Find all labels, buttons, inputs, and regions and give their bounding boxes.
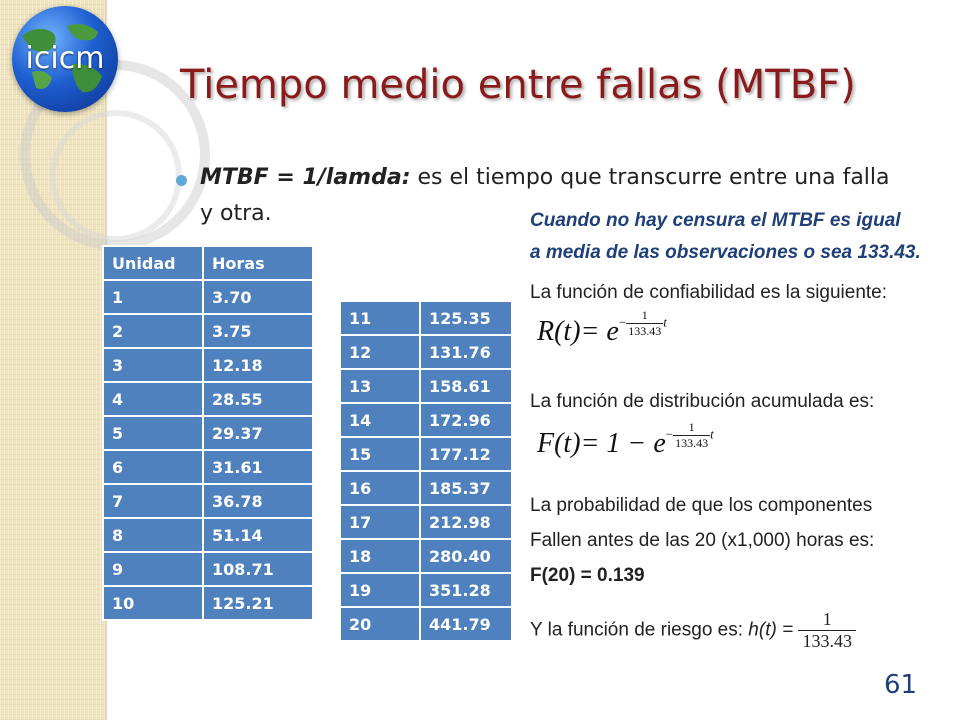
panel-line-4: La función de distribución acumulada es: — [530, 391, 875, 412]
unit-cell: 20 — [340, 607, 420, 641]
table-row — [340, 335, 512, 369]
unit-cell: 9 — [103, 552, 203, 586]
unit-cell: 7 — [103, 484, 203, 518]
panel-line-5: La probabilidad de que los componentes — [530, 495, 873, 516]
formula-exponent: − $\frac{1}{133.43}$ t — [665, 420, 714, 450]
formula-exponent: − $\frac{1}{133.43}$ t — [618, 308, 667, 338]
hazard-fraction — [798, 609, 856, 652]
table-body — [340, 301, 512, 641]
unit-cell: 8 — [103, 518, 203, 552]
unit-cell: 19 — [340, 573, 420, 607]
unit-cell: 12 — [340, 335, 420, 369]
table-row — [103, 450, 313, 484]
unit-cell: 14 — [340, 403, 420, 437]
hours-cell: 12.18 — [203, 348, 313, 382]
unit-cell: 4 — [103, 382, 203, 416]
hours-cell: 125.21 — [203, 586, 313, 620]
exp-denominator: 133.43 — [628, 324, 662, 338]
hours-cell: 131.76 — [420, 335, 512, 369]
reliability-formula — [537, 308, 667, 348]
hazard-numerator: 1 — [798, 609, 856, 631]
exp-denominator: 133.43 — [675, 436, 709, 450]
table-body — [103, 280, 313, 620]
table-row — [103, 552, 313, 586]
decorative-ring — [50, 110, 182, 242]
header-horas: Horas — [203, 246, 313, 280]
table-row — [103, 416, 313, 450]
unit-cell: 3 — [103, 348, 203, 382]
hours-cell: 158.61 — [420, 369, 512, 403]
exp-numerator: 1 — [626, 308, 663, 324]
table-row — [340, 403, 512, 437]
mtbf-term: MTBF = 1/lamda: — [200, 165, 411, 190]
page-number: 61 — [884, 670, 918, 700]
hours-cell: 185.37 — [420, 471, 512, 505]
bullet-icon — [176, 175, 187, 186]
table-row — [340, 573, 512, 607]
hazard-line — [530, 609, 856, 652]
panel-line-1: Cuando no hay censura el MTBF es igual — [530, 210, 901, 231]
formula-lhs: R(t)= e — [537, 316, 619, 347]
hours-cell: 212.98 — [420, 505, 512, 539]
table-row — [103, 382, 313, 416]
failure-table-2 — [339, 300, 513, 642]
unit-cell: 13 — [340, 369, 420, 403]
table-row — [103, 484, 313, 518]
header-unidad: Unidad — [103, 246, 203, 280]
hours-cell: 280.40 — [420, 539, 512, 573]
unit-cell: 17 — [340, 505, 420, 539]
table-row — [103, 314, 313, 348]
panel-line-7: F(20) = 0.139 — [530, 565, 645, 586]
failure-table-1 — [102, 245, 314, 621]
table-row — [340, 369, 512, 403]
table-row — [340, 607, 512, 641]
hours-cell: 441.79 — [420, 607, 512, 641]
table-row — [340, 301, 512, 335]
hours-cell: 351.28 — [420, 573, 512, 607]
hours-cell: 177.12 — [420, 437, 512, 471]
unit-cell: 10 — [103, 586, 203, 620]
slide-title: Tiempo medio entre fallas (MTBF) — [180, 62, 856, 108]
table-row — [103, 586, 313, 620]
unit-cell: 15 — [340, 437, 420, 471]
mtbf-definition: es el tiempo que transcurre entre una falla y otra. — [200, 165, 890, 226]
hours-cell: 125.35 — [420, 301, 512, 335]
exp-numerator: 1 — [673, 420, 710, 436]
unit-cell: 18 — [340, 539, 420, 573]
hours-cell: 3.70 — [203, 280, 313, 314]
table-row — [340, 505, 512, 539]
table-row — [103, 280, 313, 314]
hazard-lhs: h(t) = — [748, 619, 794, 641]
hazard-denominator: 133.43 — [802, 631, 852, 651]
cdf-formula — [537, 420, 714, 460]
unit-cell: 11 — [340, 301, 420, 335]
table-row — [340, 539, 512, 573]
unit-cell: 1 — [103, 280, 203, 314]
unit-cell: 6 — [103, 450, 203, 484]
hours-cell: 29.37 — [203, 416, 313, 450]
table-row — [340, 437, 512, 471]
panel-line-2: a media de las observaciones o sea 133.43. — [530, 242, 921, 263]
unit-cell: 16 — [340, 471, 420, 505]
table-row — [340, 471, 512, 505]
table-row — [103, 518, 313, 552]
hours-cell: 51.14 — [203, 518, 313, 552]
hours-cell: 36.78 — [203, 484, 313, 518]
panel-line-6: Fallen antes de las 20 (x1,000) horas es: — [530, 530, 875, 551]
hours-cell: 3.75 — [203, 314, 313, 348]
table-header-row — [103, 246, 313, 280]
hours-cell: 108.71 — [203, 552, 313, 586]
unit-cell: 2 — [103, 314, 203, 348]
hours-cell: 172.96 — [420, 403, 512, 437]
panel-line-3: La función de confiabilidad es la siguiente: — [530, 282, 888, 303]
exp-t: t — [710, 426, 714, 442]
logo-text: icicm — [25, 41, 105, 76]
unit-cell: 5 — [103, 416, 203, 450]
table-row — [103, 348, 313, 382]
hours-cell: 28.55 — [203, 382, 313, 416]
hazard-label: Y la función de riesgo es: — [530, 619, 744, 641]
globe-logo — [12, 6, 118, 112]
formula-lhs: F(t)= 1 − e — [537, 428, 666, 459]
hours-cell: 31.61 — [203, 450, 313, 484]
exp-t: t — [663, 314, 667, 330]
